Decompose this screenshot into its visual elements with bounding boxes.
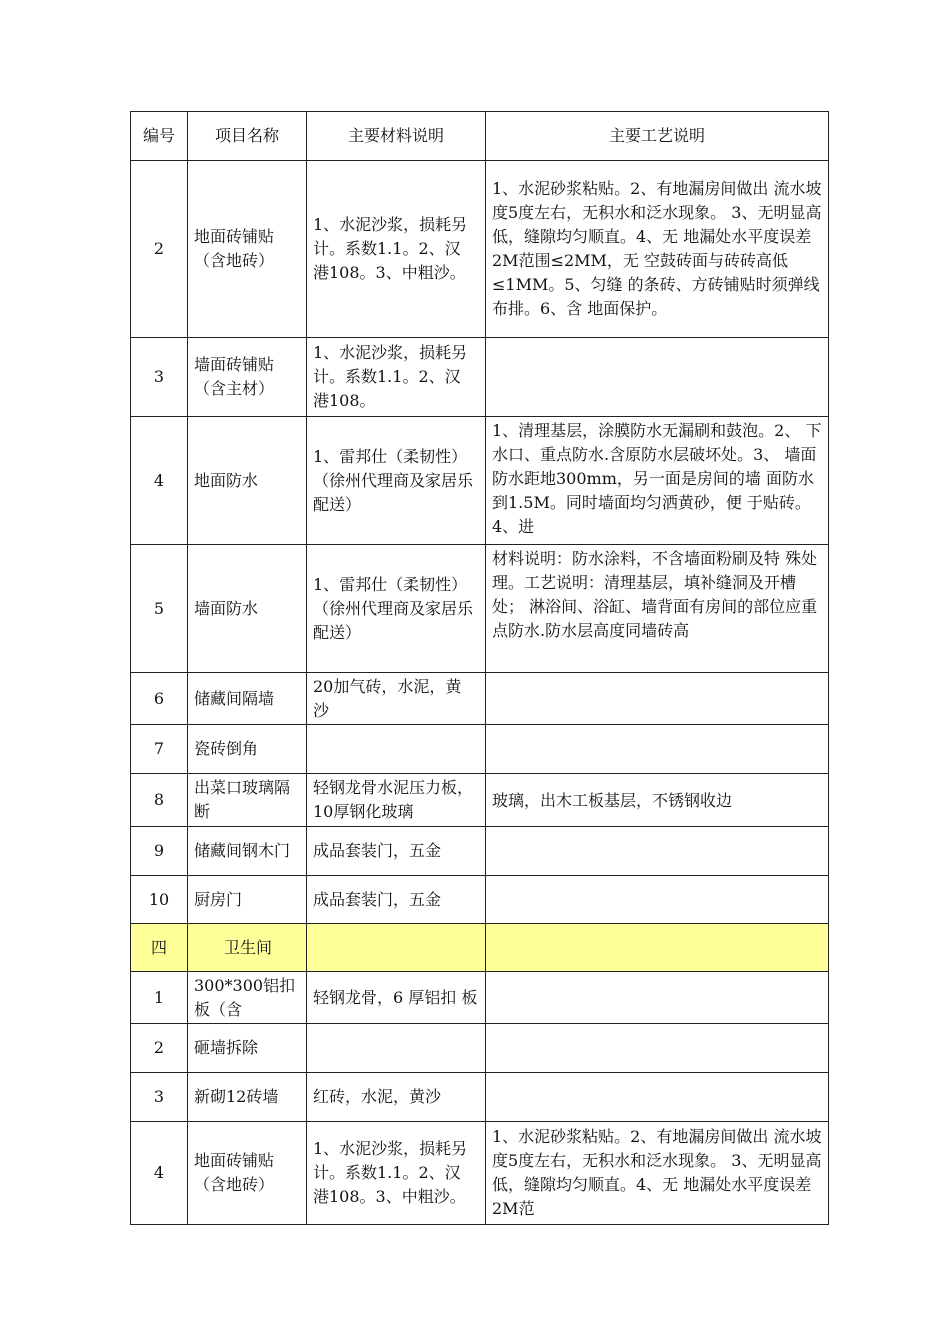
row-process bbox=[486, 924, 829, 972]
row-material: 成品套装门，五金 bbox=[307, 827, 486, 876]
row-no: 4 bbox=[131, 1122, 188, 1225]
row-material: 1、雷邦仕（柔韧性）（徐州代理商及家居乐配送） bbox=[307, 545, 486, 673]
row-no: 2 bbox=[131, 1024, 188, 1073]
table-row bbox=[131, 417, 829, 545]
row-process bbox=[486, 774, 829, 827]
row-no: 7 bbox=[131, 725, 188, 774]
row-name: 厨房门 bbox=[188, 876, 307, 924]
row-process: 1、水泥砂浆粘贴。2、有地漏房间做出 流水坡度5度左右，无积水和泛水现象。 3、无明显高低，缝隙均匀顺直。4、无 地漏处水平度误差2M范 bbox=[486, 1122, 829, 1225]
table-row bbox=[131, 827, 829, 876]
table-row bbox=[131, 876, 829, 924]
row-name: 瓷砖倒角 bbox=[188, 725, 307, 774]
row-material: 20加气砖，水泥，黄 沙 bbox=[307, 673, 486, 725]
section-name: 卫生间 bbox=[188, 924, 307, 972]
table-row bbox=[131, 725, 829, 774]
row-name: 新砌12砖墙 bbox=[188, 1073, 307, 1122]
row-process bbox=[486, 1024, 829, 1073]
row-no: 6 bbox=[131, 673, 188, 725]
header-material: 主要材料说明 bbox=[307, 112, 486, 161]
table-row bbox=[131, 161, 829, 338]
process-text: 1、清理基层，涂膜防水无漏刷和鼓泡。2、 下水口、重点防水.含原防水层破坏处。3、 墙面防水距地300mm，另一面是房间的墙 面防水到1.5M。同时墙面均匀洒黄砂，便 于贴砖。4、进 bbox=[492, 420, 822, 536]
row-no: 8 bbox=[131, 774, 188, 827]
row-name: 地面砖铺贴（含地砖） bbox=[188, 1122, 307, 1225]
row-material: 1、雷邦仕（柔韧性）（徐州代理商及家居乐配送） bbox=[307, 417, 486, 545]
row-name: 储藏间钢木门 bbox=[188, 827, 307, 876]
table-row bbox=[131, 774, 829, 827]
row-process bbox=[486, 545, 829, 673]
row-no: 3 bbox=[131, 338, 188, 417]
row-material: 轻钢龙骨，6 厚铝扣 板 bbox=[307, 972, 486, 1024]
table-row bbox=[131, 1073, 829, 1122]
table-row bbox=[131, 972, 829, 1024]
header-row bbox=[131, 112, 829, 161]
row-process bbox=[486, 417, 829, 545]
row-material bbox=[307, 1024, 486, 1073]
header-no: 编号 bbox=[131, 112, 188, 161]
row-no: 4 bbox=[131, 417, 188, 545]
process-text: 玻璃，出木工板基层，不锈钢收边 bbox=[492, 791, 733, 810]
row-process bbox=[486, 673, 829, 725]
row-process bbox=[486, 725, 829, 774]
section-no: 四 bbox=[131, 924, 188, 972]
process-text: 材料说明：防水涂料，不含墙面粉刷及特 殊处理。工艺说明：清理基层，填补缝洞及开槽处； 淋浴间、浴缸、墙背面有房间的部位应重 点防水.防水层高度同墙砖高 bbox=[492, 548, 818, 640]
header-process: 主要工艺说明 bbox=[486, 112, 829, 161]
row-material bbox=[307, 924, 486, 972]
row-name: 墙面砖铺贴（含主材） bbox=[188, 338, 307, 417]
table-row bbox=[131, 545, 829, 673]
table-row bbox=[131, 1024, 829, 1073]
table-row bbox=[131, 673, 829, 725]
row-process bbox=[486, 1073, 829, 1122]
row-material: 红砖，水泥，黄沙 bbox=[307, 1073, 486, 1122]
row-material: 成品套装门，五金 bbox=[307, 876, 486, 924]
row-no: 5 bbox=[131, 545, 188, 673]
row-name: 储藏间隔墙 bbox=[188, 673, 307, 725]
row-no: 10 bbox=[131, 876, 188, 924]
row-name: 地面砖铺贴（含地砖） bbox=[188, 161, 307, 338]
row-no: 3 bbox=[131, 1073, 188, 1122]
row-process bbox=[486, 338, 829, 417]
row-process bbox=[486, 827, 829, 876]
table-row bbox=[131, 338, 829, 417]
section-row bbox=[131, 924, 829, 972]
row-name: 出菜口玻璃隔 断 bbox=[188, 774, 307, 827]
row-name: 300*300铝扣 板（含 bbox=[188, 972, 307, 1024]
table-row bbox=[131, 1122, 829, 1225]
row-material: 轻钢龙骨水泥压力板，10厚钢化玻璃 bbox=[307, 774, 486, 827]
row-material: 1、水泥沙浆，损耗另 计。系数1.1。2、汉 港108。 bbox=[307, 338, 486, 417]
row-process bbox=[486, 876, 829, 924]
row-name: 砸墙拆除 bbox=[188, 1024, 307, 1073]
row-material: 1、水泥沙浆，损耗另 计。系数1.1。2、汉 港108。3、中粗沙。 bbox=[307, 1122, 486, 1225]
header-name: 项目名称 bbox=[188, 112, 307, 161]
row-name: 墙面防水 bbox=[188, 545, 307, 673]
row-no: 2 bbox=[131, 161, 188, 338]
row-material bbox=[307, 725, 486, 774]
row-material: 1、水泥沙浆，损耗另 计。系数1.1。2、汉 港108。3、中粗沙。 bbox=[307, 161, 486, 338]
row-name: 地面防水 bbox=[188, 417, 307, 545]
construction-spec-table bbox=[130, 111, 829, 1225]
row-no: 1 bbox=[131, 972, 188, 1024]
row-process: 1、水泥砂浆粘贴。2、有地漏房间做出 流水坡度5度左右，无积水和泛水现象。 3、无明显高低，缝隙均匀顺直。4、无 地漏处水平度误差2M范围≤2MM，无 空鼓砖面与砖砖高低≤1MM。5、匀缝 的条砖、方砖铺贴时须弹线布排。6、含 地面保护。 bbox=[486, 161, 829, 338]
row-no: 9 bbox=[131, 827, 188, 876]
row-process bbox=[486, 972, 829, 1024]
